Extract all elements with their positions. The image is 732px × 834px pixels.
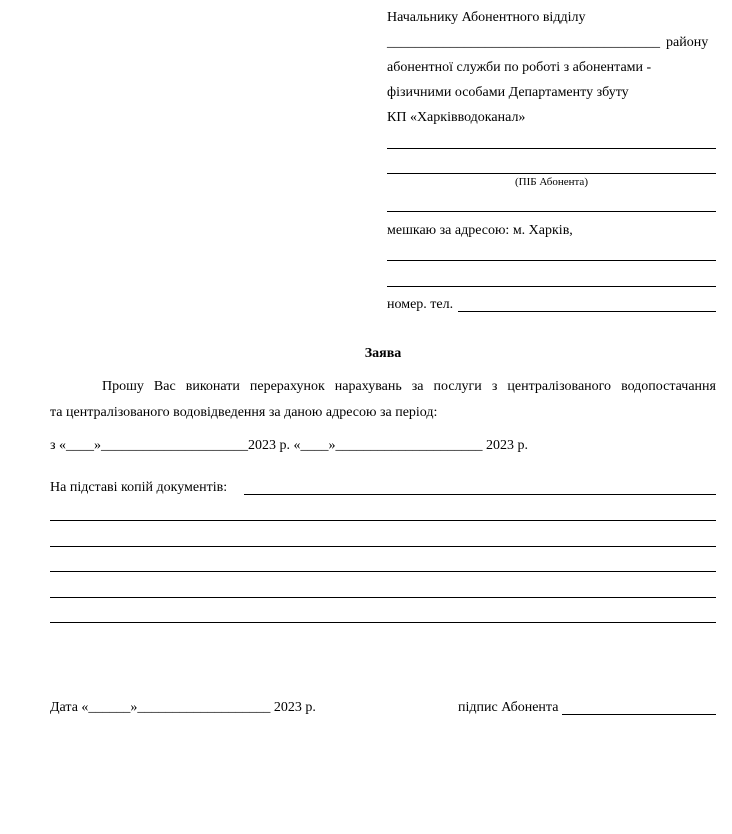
period-line[interactable]: з «____»_____________________2023 р. «____»_____________________ 2023 р. bbox=[50, 438, 529, 453]
documents-blank-line-6[interactable] bbox=[50, 622, 716, 623]
company-name: КП «Харківводоканал» bbox=[387, 110, 526, 125]
documents-blank-line-4[interactable] bbox=[50, 571, 716, 572]
district-blank-field[interactable]: _______________________________________ bbox=[387, 35, 660, 50]
signature-label: підпис Абонента bbox=[458, 700, 559, 715]
name-blank-line-2[interactable] bbox=[387, 173, 716, 174]
phone-blank-line[interactable] bbox=[458, 311, 716, 312]
documents-blank-line-2[interactable] bbox=[50, 520, 716, 521]
date-line[interactable]: Дата «______»___________________ 2023 р. bbox=[50, 700, 316, 715]
signature-blank-line[interactable] bbox=[562, 714, 716, 715]
documents-blank-line-3[interactable] bbox=[50, 546, 716, 547]
documents-blank-line-1[interactable] bbox=[244, 494, 716, 495]
request-line-1: Прошу Вас виконати перерахунок нарахувань за послуги з централізованого водопостачання bbox=[102, 379, 716, 394]
service-line-1: абонентної служби по роботі з абонентами - bbox=[387, 60, 652, 75]
service-line-2: фізичними особами Департаменту збуту bbox=[387, 85, 629, 100]
address-label: мешкаю за адресою: м. Харків, bbox=[387, 223, 573, 238]
name-blank-line-3[interactable] bbox=[387, 211, 716, 212]
documents-blank-line-5[interactable] bbox=[50, 597, 716, 598]
request-line-2: та централізованого водовідведення за даною адресою за період: bbox=[50, 405, 438, 420]
address-blank-line-2[interactable] bbox=[387, 286, 716, 287]
document-title: Заява bbox=[364, 346, 402, 361]
address-blank-line-1[interactable] bbox=[387, 260, 716, 261]
addressee-line: Начальнику Абонентного відділу bbox=[387, 10, 586, 25]
phone-label: номер. тел. bbox=[387, 297, 454, 312]
district-word: району bbox=[666, 35, 709, 50]
name-blank-line-1[interactable] bbox=[387, 148, 716, 149]
documents-label: На підставі копій документів: bbox=[50, 480, 228, 495]
name-caption: (ПІБ Абонента) bbox=[515, 176, 588, 188]
